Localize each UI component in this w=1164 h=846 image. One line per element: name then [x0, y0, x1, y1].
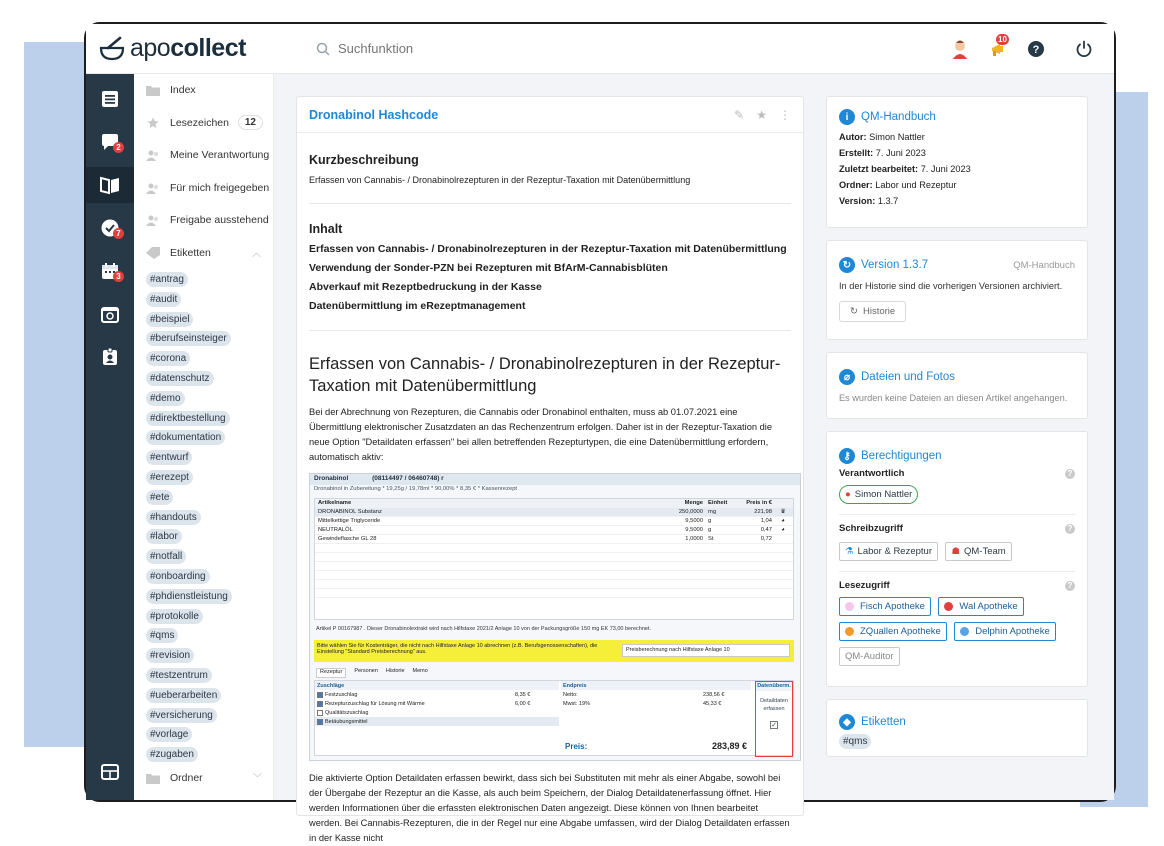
pie-icon: ◕ — [781, 527, 785, 533]
history-icon: ↻ — [839, 257, 855, 273]
tag-chip[interactable]: #demo — [146, 391, 185, 406]
version-label: Version: — [839, 196, 876, 206]
help-icon[interactable]: ? — [1065, 524, 1075, 534]
nav-responsibility[interactable] — [134, 139, 273, 172]
tag-chip[interactable]: #beispiel — [146, 312, 193, 327]
read-label: Lesezugriff — [839, 580, 890, 591]
shot-surcharge-label: Rezepturzuschlag für Lösung mit Wärme — [325, 700, 425, 707]
shot-surcharge-value: 6,00 € — [515, 700, 531, 707]
shot-cell: 221,98 — [754, 509, 772, 515]
tag-chip[interactable]: #versicherung — [146, 708, 217, 723]
shot-mwst-label: Mwst: 19% — [563, 700, 590, 707]
bookmarks-count: 12 — [238, 115, 263, 130]
checkbox — [317, 710, 323, 716]
user-avatar[interactable] — [948, 37, 972, 61]
icon-rail — [86, 74, 134, 800]
shot-tab: Rezeptur — [316, 668, 346, 678]
shot-transfer-text: Detaildaten erfassen — [760, 698, 788, 712]
rail-tasks[interactable] — [86, 210, 134, 246]
shot-cell: Gewindeflasche GL 28 — [318, 536, 377, 542]
calendar-clock-icon — [100, 304, 120, 324]
shot-cell: NEUTRALÖL — [318, 527, 353, 533]
shot-col-header: Preis in € — [746, 500, 772, 506]
shot-cell: St — [708, 536, 714, 542]
label-tag[interactable]: #qms — [839, 734, 871, 749]
folder-value: Labor und Rezeptur — [875, 180, 957, 190]
shot-cell: mg — [708, 509, 717, 515]
created-value: 7. Juni 2023 — [875, 148, 926, 158]
version-card — [826, 240, 1088, 340]
shot-title: Dronabinol — [314, 475, 349, 482]
read-chip-label: Delphin Apotheke — [975, 626, 1050, 637]
section-heading: Erfassen von Cannabis- / Dronabinolrezepturen in der Rezeptur-Taxation mit Datenübermittlung — [309, 355, 781, 395]
top-bar — [86, 24, 1114, 74]
tag-chip[interactable]: #direktbestellung — [146, 411, 230, 426]
id-badge-icon — [100, 347, 120, 367]
read-chip-label: Fisch Apotheke — [860, 601, 925, 612]
edited-value: 7. Juni 2023 — [920, 164, 971, 174]
responsible-chip[interactable] — [839, 485, 918, 504]
checkbox-checked — [317, 692, 323, 698]
labels-title: Etiketten — [861, 716, 906, 728]
read-chip-label: Wal Apotheke — [959, 601, 1018, 612]
user-icon: ● — [845, 489, 851, 500]
calendar-badge: 3 — [113, 271, 124, 282]
book-icon — [99, 175, 121, 195]
toc-heading: Inhalt — [309, 222, 343, 236]
shot-cell: Mittelkettige Triglyceride — [318, 518, 381, 524]
nav-bookmarks-label: Lesezeichen — [170, 116, 229, 129]
notifications-badge: 10 — [998, 34, 1007, 44]
shot-transfer-heading: Datenüberm. — [757, 683, 791, 689]
help-icon — [1027, 40, 1045, 58]
toc-item[interactable]: Erfassen von Cannabis- / Dronabinolrezepturen in der Rezeptur-Taxation mit Datenübermittlung — [309, 243, 787, 255]
paperclip-icon: ⌀ — [839, 369, 855, 385]
tag-chip[interactable]: #labor — [146, 529, 182, 544]
tag-chip[interactable]: #notfall — [146, 549, 186, 564]
tag-chip[interactable]: #protokolle — [146, 609, 203, 624]
chevron-up-icon: ︿ — [251, 248, 261, 259]
shot-price-value: 283,89 € — [711, 741, 747, 751]
responsible-name: Simon Nattler — [854, 489, 913, 500]
tag-chip[interactable]: #zugaben — [146, 747, 198, 762]
summary-heading: Kurzbeschreibung — [309, 153, 419, 167]
nav-folder[interactable] — [134, 762, 274, 795]
document-icon — [100, 89, 120, 109]
read-chip[interactable] — [839, 622, 947, 641]
logo-text-bold: collect — [170, 34, 246, 62]
nav-shared-label: Für mich freigegeben — [170, 181, 270, 194]
tag-chip[interactable]: #revision — [146, 648, 194, 663]
shot-table — [314, 498, 794, 620]
color-dot — [944, 602, 953, 611]
version-source: QM-Handbuch — [1013, 259, 1075, 271]
power-icon — [1075, 40, 1093, 58]
labels-card — [826, 699, 1088, 757]
shot-note: Artikel P 00167987 . Dieser Dronabinolextrakt wird nach Hilfstaxe 2021/2 Anlage 10 von der Packungsgröße 150 mg EK 73,00 berechnet. — [316, 626, 651, 632]
write-label: Schreibzugriff — [839, 523, 903, 534]
color-dot — [960, 627, 969, 636]
rail-handbook[interactable] — [86, 167, 134, 203]
logo-text-light: apo — [130, 34, 171, 62]
rail-schedule[interactable] — [86, 296, 134, 332]
version-title: Version 1.3.7 — [861, 259, 929, 271]
article-title: Dronabinol Hashcode — [309, 107, 439, 122]
key-icon: ⚷ — [839, 448, 855, 464]
rail-calendar[interactable] — [86, 253, 134, 289]
shot-cell: g — [708, 527, 712, 533]
shot-mwst-value: 45,33 € — [703, 700, 722, 707]
nav-labels-label: Etiketten — [170, 246, 211, 259]
avatar-icon — [951, 39, 969, 59]
files-card — [826, 352, 1088, 419]
rail-staff[interactable] — [86, 339, 134, 375]
users-icon — [146, 149, 160, 161]
help-icon[interactable]: ? — [1065, 469, 1075, 479]
checkbox-checked — [317, 719, 323, 725]
folder-label: Ordner: — [839, 180, 873, 190]
write-chip[interactable] — [839, 542, 938, 561]
mortar-icon — [98, 36, 126, 62]
tag-list — [134, 269, 273, 764]
nav-index[interactable] — [134, 74, 273, 107]
chevron-down-icon: ﹀ — [252, 773, 262, 784]
nav-pending[interactable] — [134, 204, 273, 237]
team-icon: ☗ — [951, 546, 960, 557]
logo[interactable] — [86, 34, 306, 63]
shot-netto-value: 238,56 € — [703, 691, 725, 698]
read-chip[interactable] — [954, 622, 1055, 641]
shot-cell: 0,72 — [760, 536, 772, 542]
qm-card — [826, 96, 1088, 228]
more-icon[interactable]: ⋮ — [779, 107, 791, 122]
help-button[interactable] — [1024, 37, 1048, 61]
auditor-chip-label: QM-Auditor — [845, 651, 894, 662]
shot-surcharge-label: Betäubungsmittel — [325, 718, 368, 725]
shot-col-header: Menge — [684, 500, 703, 506]
search-input[interactable] — [338, 41, 638, 56]
shot-cell: 9,5000 — [685, 527, 703, 533]
shot-price-select: Preisberechnung nach Hilfstaxe Anlage 10 — [622, 644, 790, 657]
nav-shared[interactable] — [134, 172, 273, 205]
folder-icon — [146, 84, 160, 96]
shot-tab: Memo — [412, 668, 428, 674]
tag-chip[interactable]: #onboarding — [146, 569, 210, 584]
shot-surcharge-label: Qualitätszuschlag — [325, 709, 369, 716]
checkbox-checked: ✓ — [771, 722, 777, 729]
folder-icon — [146, 772, 160, 784]
created-label: Erstellt: — [839, 148, 874, 158]
tag-chip[interactable]: #berufseinsteiger — [146, 331, 231, 346]
shot-title-code: (08114497 / 06460748) r — [372, 475, 444, 482]
shot-col-header: Einheit — [708, 500, 728, 506]
files-text: Es wurden keine Dateien an diesen Artikel angehangen. — [839, 393, 1068, 403]
shot-cell: 9,5000 — [685, 518, 703, 524]
checkbox-checked — [317, 701, 323, 707]
tag-chip[interactable]: #dokumentation — [146, 430, 225, 445]
history-icon: ↻ — [850, 306, 858, 317]
responsible-label: Verantwortlich — [839, 468, 905, 479]
shot-netto-label: Netto: — [563, 691, 578, 698]
tag-chip[interactable]: #ueberarbeiten — [146, 688, 221, 703]
author-value: Simon Nattler — [869, 132, 925, 142]
tag-icon: ◆ — [839, 714, 855, 730]
qm-title: QM-Handbuch — [861, 111, 936, 123]
shot-transfer-box — [755, 681, 793, 757]
tag-chip[interactable]: #corona — [146, 351, 190, 366]
star-icon — [146, 117, 160, 129]
info-icon: i — [839, 109, 855, 125]
shot-tab: Personen — [354, 668, 378, 674]
shot-warning-text: Bitte wählen Sie für Kostenträger, die nicht nach Hilfstaxe Anlage 10 abrechnen (z.B. Berufsgenossenschaften), die Einstellung "Standard Preisberechnung" aus. — [317, 643, 598, 655]
dashboard-icon — [100, 763, 120, 781]
edit-icon[interactable]: ✎ — [734, 107, 745, 122]
shot-col-header: Artikelname — [318, 500, 352, 506]
shot-cell: 250,0000 — [678, 509, 703, 515]
auditor-chip[interactable] — [839, 647, 900, 666]
star-icon[interactable]: ★ — [756, 107, 767, 122]
permissions-card — [826, 431, 1088, 687]
history-button[interactable] — [839, 301, 906, 322]
article-card — [296, 96, 804, 843]
summary-text: Erfassen von Cannabis- / Dronabinolrezepturen in der Rezeptur-Taxation mit Datenübermittlung — [309, 175, 691, 185]
main-content — [274, 74, 1114, 843]
shot-tab: Historie — [385, 668, 405, 674]
search-icon — [316, 42, 330, 56]
shot-cell: 1,04 — [760, 518, 772, 524]
permissions-title: Berechtigungen — [861, 450, 942, 462]
history-button-label: Historie — [862, 306, 896, 317]
tag-chip[interactable]: #erezept — [146, 470, 193, 485]
write-chip-label: Labor & Rezeptur — [857, 546, 932, 557]
nav-index-label: Index — [170, 84, 196, 97]
logout-button[interactable] — [1072, 37, 1096, 61]
search-bar[interactable] — [316, 41, 916, 56]
read-chip[interactable] — [839, 597, 931, 616]
shot-cell: DRONABINOL Substanz — [318, 509, 382, 515]
read-chip-label: ZQuallen Apotheke — [860, 626, 941, 637]
shot-endprice-heading: Endpreis — [561, 681, 751, 690]
write-chip[interactable] — [945, 542, 1011, 561]
shot-price-label: Preis: — [565, 742, 588, 751]
version-text: In der Historie sind die vorherigen Versionen archiviert. — [839, 281, 1063, 291]
shot-cell: 1,0000 — [685, 536, 703, 542]
tag-chip[interactable]: #phdienstleistung — [146, 589, 232, 604]
files-title: Dateien und Fotos — [861, 371, 955, 383]
lab-icon: ⚗ — [845, 546, 854, 557]
users-icon — [146, 214, 160, 226]
tag-chip[interactable]: #entwurf — [146, 450, 192, 465]
chat-badge: 2 — [113, 142, 124, 153]
info-sidebar — [826, 96, 1088, 769]
users-icon — [146, 182, 160, 194]
version-value: 1.3.7 — [877, 196, 899, 206]
shot-surcharge-value: 8,35 € — [515, 691, 531, 698]
tag-chip[interactable]: #antrag — [146, 272, 188, 287]
embedded-screenshot — [309, 473, 801, 761]
tag-chip[interactable]: #testzentrum — [146, 668, 212, 683]
tag-chip[interactable]: #handouts — [146, 510, 201, 525]
notifications-button[interactable] — [986, 34, 1010, 61]
tag-chip[interactable]: #ete — [146, 490, 173, 505]
tag-chip[interactable]: #qms — [146, 628, 178, 643]
help-icon[interactable]: ? — [1065, 581, 1075, 591]
color-dot — [845, 627, 854, 636]
shot-surcharge-label: Festzuschlag — [325, 691, 358, 698]
app-window — [84, 22, 1116, 843]
nav-responsibility-label: Meine Verantwortung — [170, 149, 270, 162]
paragraph: Die aktivierte Option Detaildaten erfassen bewirkt, dass sich bei Substituten mit mehr als einer Abgabe, sowohl bei der Übergabe der Rezeptur an die Kasse, als auch beim Speichern, der Dialog Detaildatenerfassung öffnet. Hier werden Informationen über die erfassten elektronischen Daten angezeigt. Diese können von Ihnen bearbeitet werden. Bei Cannabis-Rezepturen, die in der Regel nur eine Abgabe umfassen, wird der Dialog Detaildaten erfassen in der Kasse nicht — [309, 773, 790, 843]
color-dot — [845, 602, 854, 611]
nav-labels[interactable] — [134, 237, 273, 270]
shot-cell: 0,47 — [760, 527, 772, 533]
navigation-panel — [134, 74, 274, 800]
shot-surcharges-heading: Zuschläge — [315, 681, 559, 690]
tag-chip[interactable]: #audit — [146, 292, 181, 307]
shot-subtitle: Dronabinol in Zubereitung * 19,25g / 19,78ml * 90,00% * 8,35 € * Kassenrezept — [314, 486, 518, 492]
svg-text:?: ? — [1032, 43, 1040, 56]
shot-cell: g — [708, 518, 712, 524]
edited-label: Zuletzt bearbeitet: — [839, 164, 919, 174]
rail-dashboard[interactable] — [86, 754, 134, 790]
tag-chip[interactable]: #datenschutz — [146, 371, 214, 386]
nav-pending-label: Freigabe ausstehend — [170, 214, 269, 227]
author-label: Autor: — [839, 132, 867, 142]
toc-item[interactable]: Verwendung der Sonder-PZN bei Rezepturen mit BfArM-Cannabisblüten — [309, 262, 668, 274]
tasks-badge: 7 — [113, 228, 124, 239]
read-chip[interactable] — [938, 597, 1023, 616]
nav-folder-label: Ordner — [170, 771, 203, 784]
shot-warning — [314, 640, 794, 662]
pie-icon: ◕ — [781, 518, 785, 524]
tag-icon — [146, 247, 160, 259]
toc-item[interactable]: Abverkauf mit Rezeptbedruckung in der Kasse — [309, 281, 542, 293]
toc-item[interactable]: Datenübermittlung im eRezeptmanagement — [309, 300, 526, 312]
paragraph: Bei der Abrechnung von Rezepturen, die Cannabis oder Dronabinol enthalten, muss ab 01.07.2021 eine Übermittlung elektronischer Zusatzdaten an das Rechenzentrum erfolgen. Daher ist in der Rezeptur-Taxation die neue Option "Detaildaten erfassen" bei allen betreffenden Rezepturtypen, die eine Datenübermittlung erfordern, automatisch aktiv: — [309, 407, 773, 462]
rail-documents[interactable] — [86, 81, 134, 117]
crown-icon: ♛ — [780, 509, 786, 515]
tag-chip[interactable]: #vorlage — [146, 727, 192, 742]
write-chip-label: QM-Team — [963, 546, 1006, 557]
rail-chat[interactable] — [86, 124, 134, 160]
nav-bookmarks[interactable] — [134, 107, 273, 140]
